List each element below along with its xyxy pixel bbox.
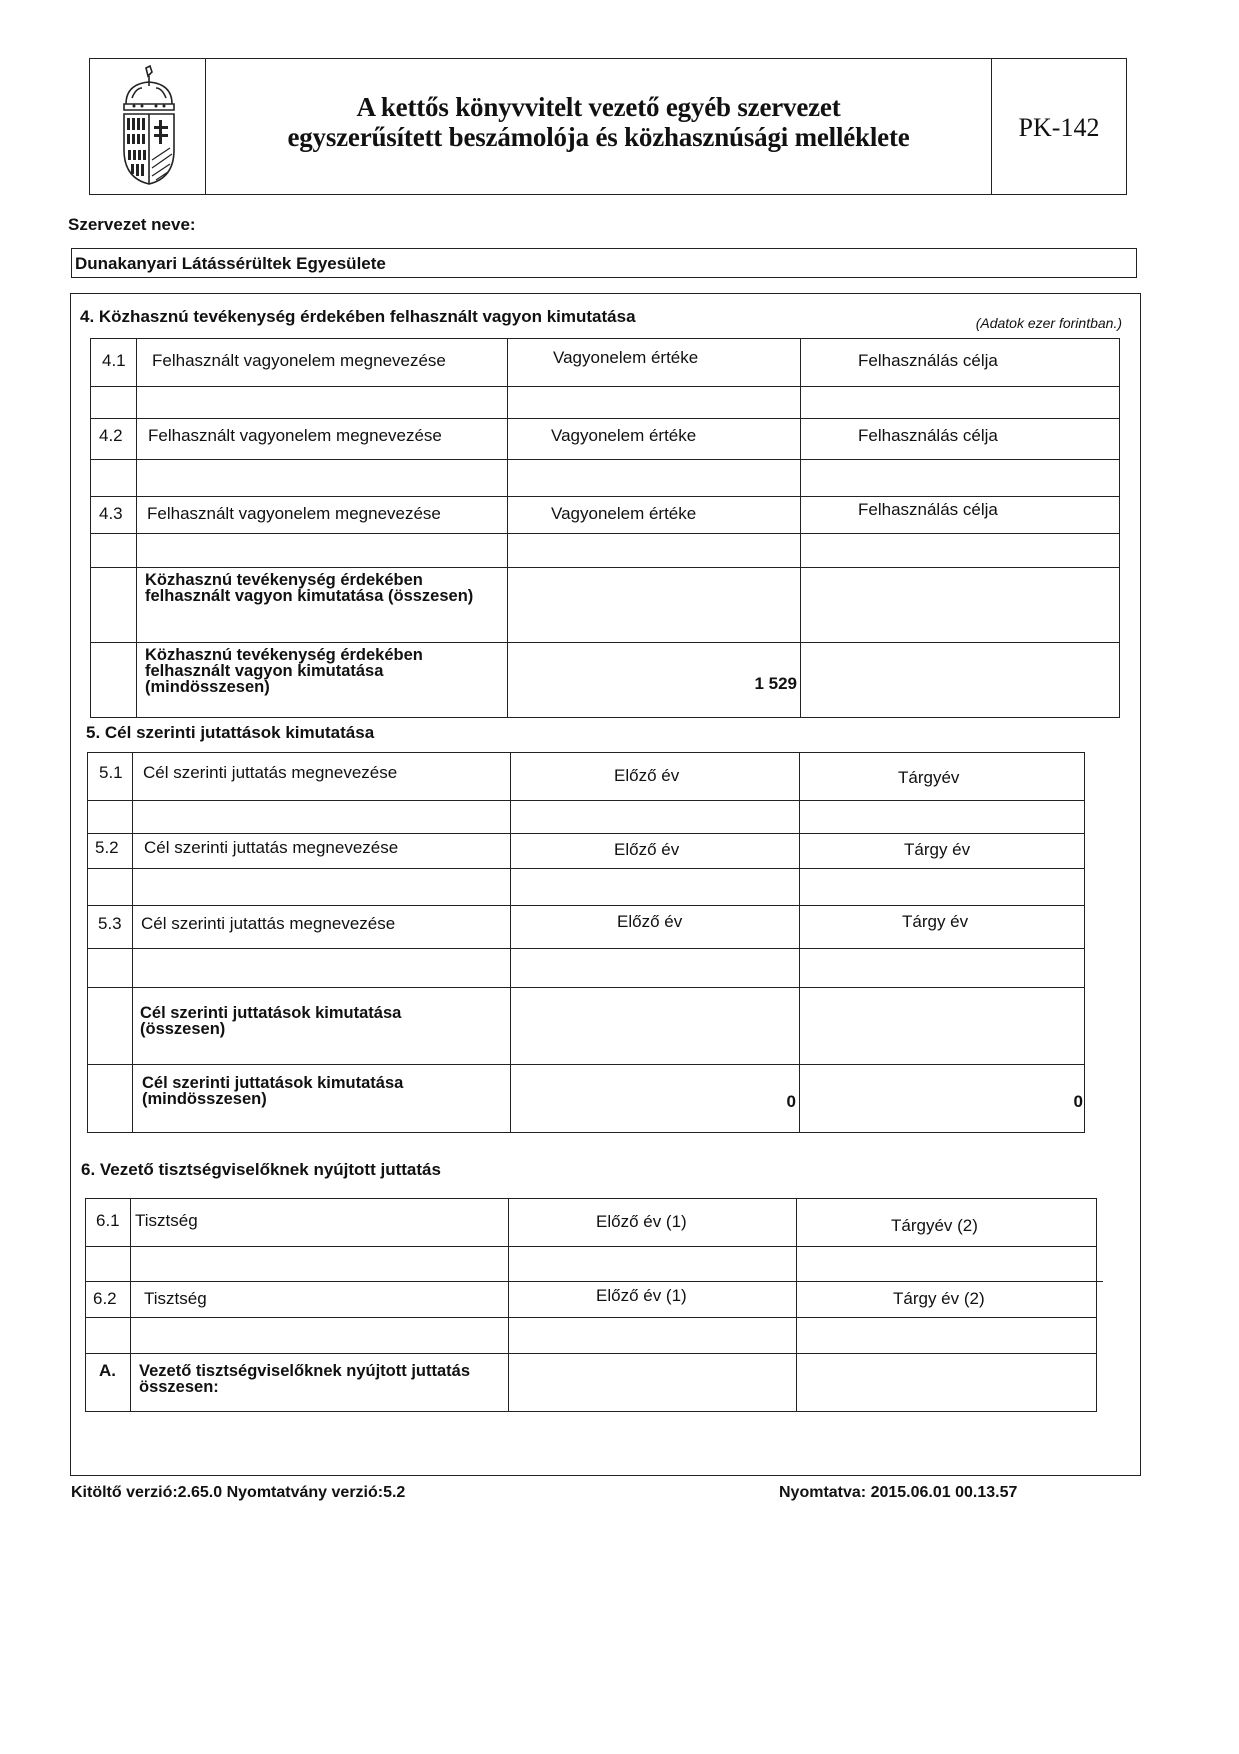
section5-input-prev[interactable] — [511, 869, 798, 904]
row-line — [90, 418, 1120, 419]
section5-row-number: 5.2 — [95, 838, 119, 857]
section4-grand-total-value[interactable]: 1 529 — [754, 674, 797, 693]
section4-input-name[interactable] — [137, 460, 506, 495]
section6-input-curr[interactable] — [797, 1318, 1096, 1352]
section4-input-value[interactable] — [508, 460, 799, 495]
section4-header-name: Felhasznált vagyonelem megnevezése — [152, 351, 446, 370]
section6-header-position: Tisztség — [135, 1211, 198, 1230]
row-line — [90, 496, 1120, 497]
section5-header-prev: Előző év — [617, 912, 683, 931]
section5-input-name[interactable] — [133, 869, 509, 904]
section5-header-curr: Tárgyév — [898, 768, 960, 787]
form-code: PK-142 — [1018, 113, 1100, 142]
section4-header-value: Vagyonelem értéke — [551, 426, 697, 445]
footer-printed-timestamp: Nyomtatva: 2015.06.01 00.13.57 — [779, 1484, 1018, 1501]
section5-input-name[interactable] — [133, 949, 509, 986]
section6-total-label: Vezető tisztségviselőknek nyújtott juttatás összesen: — [139, 1362, 470, 1396]
section5-input-prev[interactable] — [511, 949, 798, 986]
organization-name-field[interactable] — [71, 248, 1137, 278]
section5-header-curr: Tárgy év — [904, 840, 971, 859]
hungarian-coat-of-arms-icon — [118, 64, 180, 186]
section4-input-purpose[interactable] — [801, 534, 1119, 566]
section6-header-position: Tisztség — [144, 1289, 207, 1308]
section4-input-name[interactable] — [137, 387, 506, 417]
section6-input-position[interactable] — [131, 1247, 507, 1280]
section6-total-number: A. — [99, 1361, 116, 1380]
section6-input-position[interactable] — [131, 1318, 507, 1352]
section6-header-curr: Tárgy év (2) — [893, 1289, 985, 1308]
section4-total-label: Közhasznú tevékenység érdekében felhasznált vagyon kimutatása (összesen) — [145, 571, 474, 605]
section6-heading: 6. Vezető tisztségviselőknek nyújtott juttatás — [81, 1160, 441, 1179]
section4-header-name: Felhasznált vagyonelem megnevezése — [147, 504, 441, 523]
section5-input-prev[interactable] — [511, 801, 798, 832]
section4-input-value[interactable] — [508, 534, 799, 566]
row-line — [87, 905, 1085, 906]
section4-header-value: Vagyonelem értéke — [553, 348, 699, 367]
section6-header-prev: Előző év (1) — [596, 1212, 687, 1231]
section4-input-value[interactable] — [508, 387, 799, 417]
organization-label: Szervezet neve: — [68, 215, 196, 234]
section6-row-number: 6.1 — [96, 1211, 120, 1230]
organization-name-value: Dunakanyari Látássérültek Egyesülete — [75, 254, 386, 273]
section4-input-purpose[interactable] — [801, 387, 1119, 417]
section5-grand-total-prev[interactable]: 0 — [786, 1092, 796, 1111]
section5-header-name: Cél szerinti juttatás megnevezése — [143, 763, 398, 782]
section5-total-label: Cél szerinti juttatások kimutatása (összesen) — [140, 1004, 402, 1038]
section5-header-prev: Előző év — [614, 766, 680, 785]
section4-heading: 4. Közhasznú tevékenység érdekében felhasznált vagyon kimutatása — [80, 307, 636, 326]
section4-row-number: 4.1 — [102, 351, 126, 370]
form-title — [206, 92, 991, 152]
section5-input-curr[interactable] — [800, 949, 1084, 986]
form-title-line2: egyszerűsített beszámolója és közhasznúsági melléklete — [287, 122, 910, 152]
section5-input-curr[interactable] — [800, 801, 1084, 832]
section4-header-purpose: Felhasználás célja — [858, 500, 998, 519]
section4-input-purpose[interactable] — [801, 460, 1119, 495]
section4-total-purpose[interactable] — [801, 568, 1119, 641]
section5-total-prev[interactable] — [511, 988, 796, 1063]
section5-input-name[interactable] — [133, 801, 509, 832]
section4-header-purpose: Felhasználás célja — [858, 351, 998, 370]
section5-total-curr[interactable] — [800, 988, 1082, 1063]
footer-version: Kitöltő verzió:2.65.0 Nyomtatvány verzió:5.2 — [71, 1484, 406, 1501]
section6-header-curr: Tárgyév (2) — [891, 1216, 978, 1235]
section4-total-value[interactable] — [508, 568, 797, 641]
section6-input-curr[interactable] — [797, 1247, 1096, 1280]
section6-num-divider — [130, 1198, 131, 1412]
row-line — [85, 1281, 1103, 1282]
section4-grand-total-label: Közhasznú tevékenység érdekében felhasznált vagyon kimutatása (mindösszesen) — [145, 646, 423, 696]
section6-total-prev[interactable] — [509, 1354, 793, 1411]
section5-grand-total-label: Cél szerinti juttatások kimutatása (mindösszesen) — [142, 1074, 404, 1108]
section4-header-value: Vagyonelem értéke — [551, 504, 697, 523]
section4-header-name: Felhasznált vagyonelem megnevezése — [148, 426, 442, 445]
row-line — [87, 833, 1085, 834]
section5-header-name: Cél szerinti juttatás megnevezése — [144, 838, 399, 857]
section4-row-number: 4.3 — [99, 504, 123, 523]
section5-grand-total-curr[interactable]: 0 — [1073, 1092, 1083, 1111]
section6-input-prev[interactable] — [509, 1247, 795, 1280]
row-line — [87, 1064, 1085, 1065]
section6-row-number: 6.2 — [93, 1289, 117, 1308]
section5-header-curr: Tárgy év — [902, 912, 969, 931]
section4-unit-note: (Adatok ezer forintban.) — [975, 315, 1122, 331]
section5-row-number: 5.3 — [98, 914, 122, 933]
section4-header-purpose: Felhasználás célja — [858, 426, 998, 445]
section6-input-prev[interactable] — [509, 1318, 795, 1352]
section6-total-curr[interactable] — [797, 1354, 1094, 1411]
section4-input-name[interactable] — [137, 534, 506, 566]
section5-input-curr[interactable] — [800, 869, 1084, 904]
section5-header-name: Cél szerinti jutattás megnevezése — [141, 914, 396, 933]
section6-header-prev: Előző év (1) — [596, 1286, 687, 1305]
section4-row-number: 4.2 — [99, 426, 123, 445]
section4-grand-total-purpose[interactable] — [801, 643, 1119, 717]
section5-header-prev: Előző év — [614, 840, 680, 859]
section5-row-number: 5.1 — [99, 763, 123, 782]
section5-heading: 5. Cél szerinti jutattások kimutatása — [86, 723, 375, 742]
form-title-line1: A kettős könyvvitelt vezető egyéb szervezet — [356, 92, 841, 122]
